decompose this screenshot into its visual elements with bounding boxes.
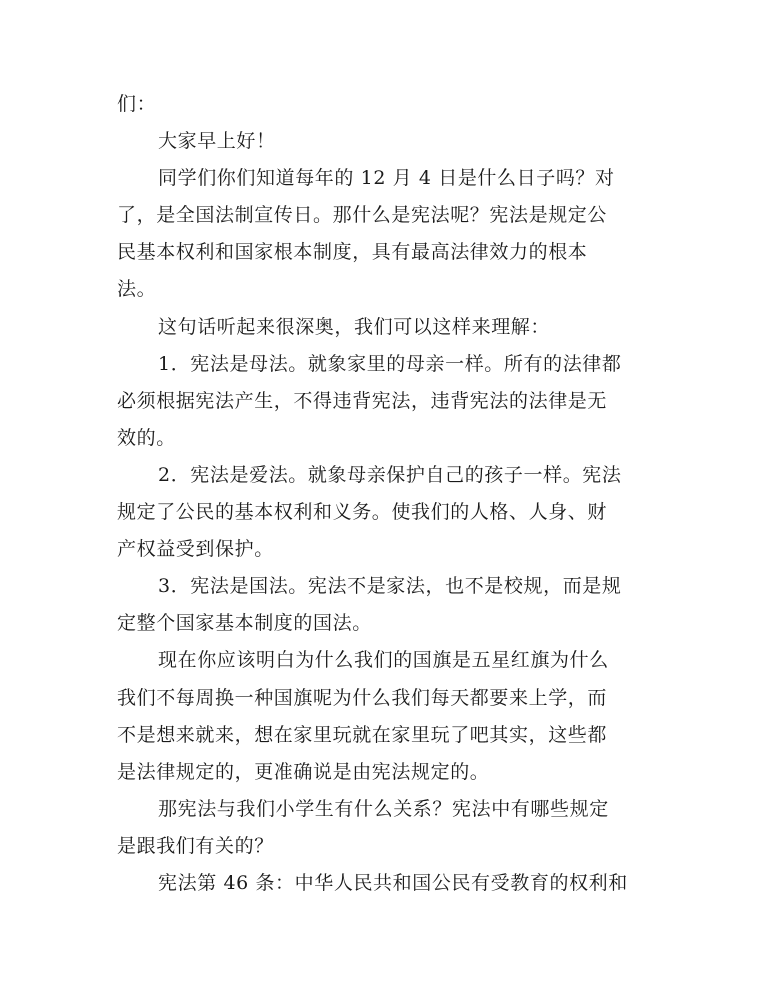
text-line: 是法律规定的，更准确说是由宪法规定的。: [117, 760, 490, 783]
text-line: 民基本权利和国家根本制度，具有最高法律效力的根本: [117, 241, 588, 264]
text-line: 1．宪法是母法。就象家里的母亲一样。所有的法律都: [158, 352, 622, 375]
text-line: 必须根据宪法产生，不得违背宪法，违背宪法的法律是无: [117, 389, 608, 412]
text-line: 大家早上好！: [158, 130, 276, 153]
document-body: [117, 86, 657, 902]
text-line: 宪法第 46 条：中华人民共和国公民有受教育的权利和: [158, 871, 628, 894]
text-line: 现在你应该明白为什么我们的国旗是五星红旗为什么: [158, 649, 609, 672]
text-line: 产权益受到保护。: [117, 538, 274, 561]
text-line: 同学们你们知道每年的 12 月 4 日是什么日子吗？对: [158, 167, 615, 190]
text-line: 们：: [117, 93, 157, 115]
text-line: 规定了公民的基本权利和义务。使我们的人格、人身、财: [117, 501, 608, 524]
text-line: 我们不每周换一种国旗呢为什么我们每天都要来上学，而: [117, 686, 608, 709]
text-line: 那宪法与我们小学生有什么关系？宪法中有哪些规定: [158, 797, 609, 820]
text-line: 3．宪法是国法。宪法不是家法，也不是校规，而是规: [158, 575, 622, 598]
text-line: 不是想来就来，想在家里玩就在家里玩了吧其实，这些都: [117, 723, 608, 746]
text-line: 了，是全国法制宣传日。那什么是宪法呢？宪法是规定公: [117, 204, 608, 227]
text-line: 是跟我们有关的？: [117, 834, 274, 857]
text-line: 定整个国家基本制度的国法。: [117, 612, 372, 635]
text-line: 法。: [117, 278, 157, 301]
text-line: 效的。: [117, 426, 176, 449]
text-line: 2．宪法是爱法。就象母亲保护自己的孩子一样。宪法: [158, 463, 622, 486]
text-line: 这句话听起来很深奥，我们可以这样来理解：: [158, 315, 551, 338]
